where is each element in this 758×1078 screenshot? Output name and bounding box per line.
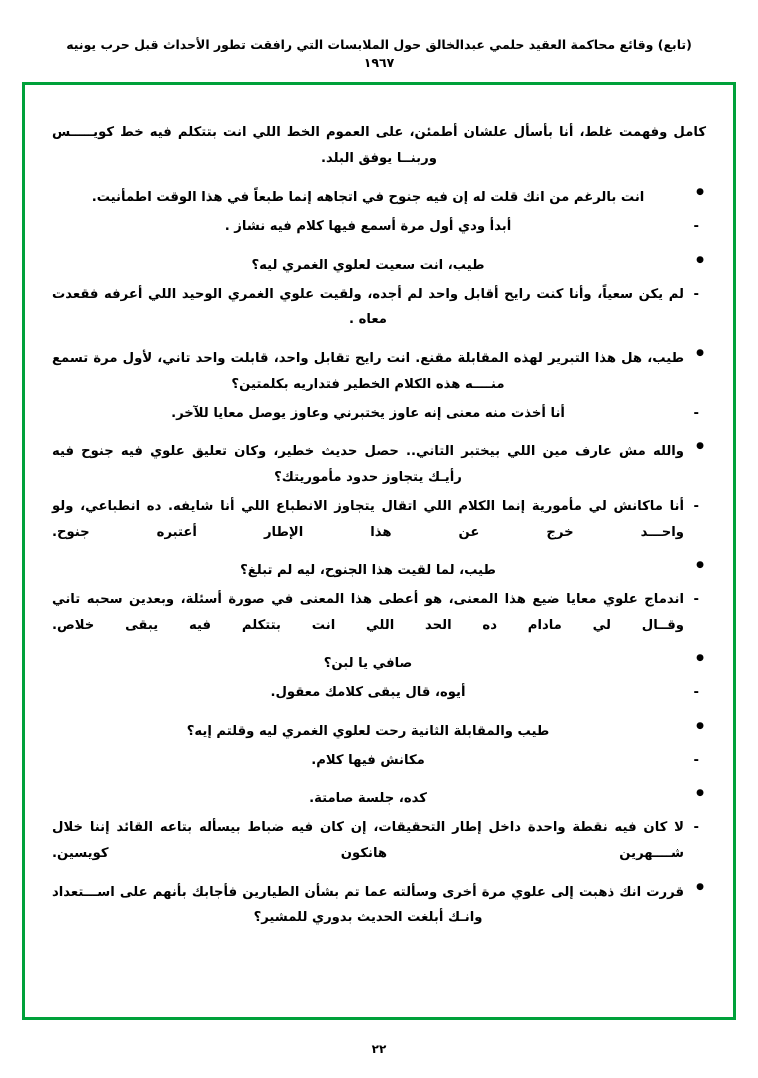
question-list xyxy=(52,439,706,490)
qa-group xyxy=(52,558,706,638)
qa-group xyxy=(52,880,706,931)
intro-paragraph: كامل وفهمت غلط، أنا بأسأل علشان أطمئن، على العموم الخط اللي انت بتتكلم فيه خط كويـــــس وربنــا يوفق البلد. xyxy=(52,125,706,166)
qa-group xyxy=(52,786,706,866)
page-header: (تابع) وقائع محاكمة العقيد حلمي عبدالخالق حول الملابسات التي رافقت تطور الأحداث قبل حرب يونيه ١٩٦٧ xyxy=(66,37,692,70)
answer-item: - أبدأ ودي أول مرة أسمع فيها كلام فيه نشاز . xyxy=(52,214,706,240)
question-item: ● صافي يا لبن؟ xyxy=(52,651,706,677)
question-item: ● كده، جلسة صامتة. xyxy=(52,786,706,812)
question-list xyxy=(52,185,706,211)
question-item: ● طيب، هل هذا التبرير لهذه المقابلة مقنع. انت رايح تقابل واحد، قابلت واحد تاني، لأول مرة تسمع منــــه هذه الكلام الخطير فتداريه بكلمتين؟ xyxy=(52,346,706,397)
answer-item: - مكانش فيها كلام. xyxy=(52,748,706,774)
qa-group xyxy=(52,651,706,705)
question-item: ● طيب، انت سعيت لعلوي الغمري ليه؟ xyxy=(52,253,706,279)
qa-group xyxy=(52,185,706,239)
answer-item: - أنا أخذت منه معنى إنه عاوز يختبرني وعاوز يوصل معايا للآخر. xyxy=(52,401,706,427)
answer-item: - أيوه، قال يبقى كلامك معقول. xyxy=(52,680,706,706)
page-number: ٢٢ xyxy=(371,1042,387,1056)
answer-item: - لا كان فيه نقطة واحدة داخل إطار التحقيقات، إن كان فيه ضباط بيسأله بتاعه القائد إننا خلال شــــهرين هانكون كويسين. xyxy=(52,815,706,866)
document-body xyxy=(52,120,706,944)
question-list xyxy=(52,253,706,279)
question-item: ● والله مش عارف مين اللي بيختبر التاني.. حصل حديث خطير، وكان تعليق علوي فيه جنوح فيه رأيـك يتجاوز حدود مأموريتك؟ xyxy=(52,439,706,490)
question-list xyxy=(52,880,706,931)
question-list xyxy=(52,786,706,812)
question-item: ● انت بالرغم من انك قلت له إن فيه جنوح في اتجاهه إنما طبعاً في هذا الوقت اطمأنيت. xyxy=(52,185,706,211)
question-list xyxy=(52,651,706,677)
qa-group xyxy=(52,719,706,773)
qa-group xyxy=(52,253,706,333)
question-list xyxy=(52,719,706,745)
question-item: ● طيب، لما لقيت هذا الجنوح، ليه لم تبلغ؟ xyxy=(52,558,706,584)
qa-group xyxy=(52,346,706,426)
answer-item: - لم يكن سعياً، وأنا كنت رايح أقابل واحد لم أجده، ولقيت علوي الغمري الوحيد اللي أعرفه فقعدت معاه . xyxy=(52,282,706,333)
question-list xyxy=(52,558,706,584)
question-item: ● طيب والمقابلة الثانية رحت لعلوي الغمري ليه وقلتم إيه؟ xyxy=(52,719,706,745)
answer-item: - أنا ماكانش لي مأمورية إنما الكلام اللي اتقال يتجاوز الانطباع اللي أنا شايفه. ده انطباعي، ولو واحـــد خرج عن هذا الإطار أعتبره جنوح. xyxy=(52,494,706,545)
qa-group xyxy=(52,439,706,545)
answer-item: - اندماج علوي معايا ضيع هذا المعنى، هو أعطى هذا المعنى في صورة أسئلة، وبعدين سحبه تاني وقــال لي مادام ده الحد اللي انت بتتكلم فيه يبقى خلاص. xyxy=(52,587,706,638)
question-list xyxy=(52,346,706,397)
question-item: ● قررت انك ذهبت إلى علوي مرة أخرى وسألته عما تم بشأن الطيارين فأجابك بأنهم على اســـتعداد وانـك أبلغت الحديث بدوري للمشير؟ xyxy=(52,880,706,931)
